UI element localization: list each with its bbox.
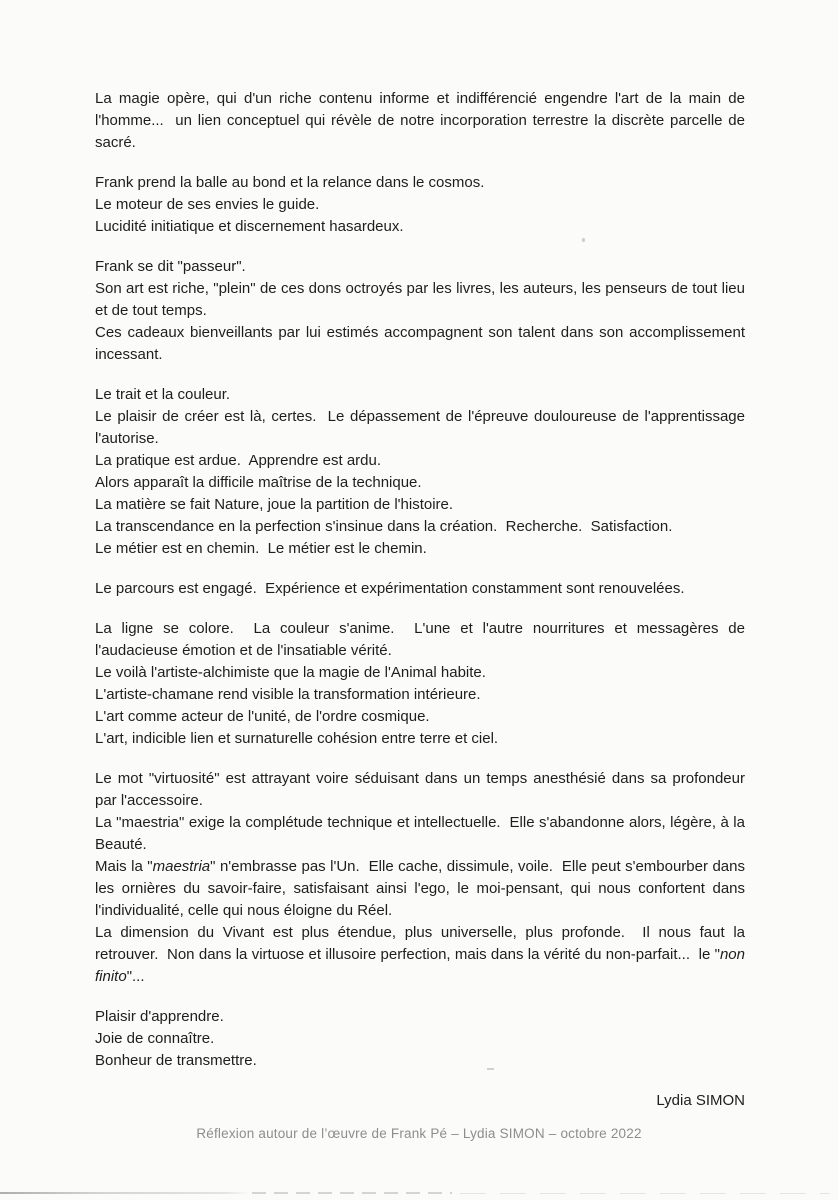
scan-speck-artifact xyxy=(582,238,585,242)
text-run: Frank se dit "passeur". xyxy=(95,258,246,275)
text-run: La "maestria" exige la complétude technique et intellectuelle. Elle s'abandonne alors, légère, à la Beauté. xyxy=(95,814,750,853)
document-paragraph xyxy=(95,88,750,154)
document-paragraph xyxy=(95,384,750,560)
document-paragraph xyxy=(95,768,750,988)
document-paragraph xyxy=(95,256,750,366)
document-paragraph xyxy=(95,618,750,750)
document-paragraph xyxy=(95,578,745,600)
italic-text-run: maestria xyxy=(152,858,211,875)
text-run: Frank prend la balle au bond et la relance dans le cosmos. xyxy=(95,174,485,191)
document-body xyxy=(95,88,750,1072)
text-run: La matière se fait Nature, joue la partition de l'histoire. xyxy=(95,496,454,513)
scan-edge-artifact xyxy=(0,1192,250,1194)
signature: Lydia SIMON xyxy=(656,1092,745,1109)
text-run: Joie de connaître. xyxy=(95,1030,215,1047)
document-paragraph xyxy=(95,1006,745,1072)
page-footer: Réflexion autour de l’œuvre de Frank Pé – Lydia SIMON – octobre 2022 xyxy=(196,1126,642,1141)
scan-dash-artifact xyxy=(487,1068,494,1070)
text-run: La dimension du Vivant est plus étendue, plus universelle, plus profonde. Il nous faut la retrouver. Non dans la virtuose et illusoire perfection, mais dans la vérité du non-parfait... le " xyxy=(95,924,750,963)
italic-text-run: non finito xyxy=(95,946,750,985)
text-run: Le trait et la couleur. xyxy=(95,386,231,403)
text-run: Le parcours est engagé. Expérience et expérimentation constamment sont renouvelées. xyxy=(95,580,685,597)
text-run: Lucidité initiatique et discernement hasardeux. xyxy=(95,218,404,235)
text-run: Ces cadeaux bienveillants par lui estimés accompagnent son talent dans son accomplissement incessant. xyxy=(95,324,750,363)
text-run: Le mot "virtuosité" est attrayant voire séduisant dans un temps anesthésié dans sa profondeur par l'accessoire. xyxy=(95,770,750,809)
scan-edge-artifact xyxy=(460,1193,830,1194)
text-run: Son art est riche, "plein" de ces dons octroyés par les livres, les auteurs, les penseurs de tout lieu et de tout temps. xyxy=(95,280,750,319)
text-run: La pratique est ardue. Apprendre est ardu. xyxy=(95,452,382,469)
text-run: "... xyxy=(126,968,145,985)
text-run: Alors apparaît la difficile maîtrise de la technique. xyxy=(95,474,422,491)
text-run: L'artiste-chamane rend visible la transformation intérieure. xyxy=(95,686,481,703)
text-run: Le métier est en chemin. Le métier est le chemin. xyxy=(95,540,427,557)
scan-edge-artifact xyxy=(252,1192,452,1194)
text-run: La magie opère, qui d'un riche contenu informe et indifférencié engendre l'art de la main de l'homme... un lien conceptuel qui révèle de notre incorporation terrestre la discrète parcelle de sacré. xyxy=(95,90,750,151)
text-run: Le voilà l'artiste-alchimiste que la magie de l'Animal habite. xyxy=(95,664,486,681)
text-run: L'art comme acteur de l'unité, de l'ordre cosmique. xyxy=(95,708,430,725)
text-run: Le moteur de ses envies le guide. xyxy=(95,196,320,213)
text-run: La ligne se colore. La couleur s'anime. L'une et l'autre nourritures et messagères de l'audacieuse émotion et de l'insatiable vérité. xyxy=(95,620,750,659)
text-run: L'art, indicible lien et surnaturelle cohésion entre terre et ciel. xyxy=(95,730,499,747)
text-run: Mais la " xyxy=(95,858,153,875)
text-run: Bonheur de transmettre. xyxy=(95,1052,257,1069)
document-paragraph xyxy=(95,172,745,238)
text-run: Plaisir d'apprendre. xyxy=(95,1008,224,1025)
text-run: Le plaisir de créer est là, certes. Le dépassement de l'épreuve douloureuse de l'apprentissage l'autorise. xyxy=(95,408,750,447)
text-run: " n'embrasse pas l'Un. Elle cache, dissimule, voile. Elle peut s'embourber dans les ornières du savoir-faire, satisfaisant ainsi l'ego, le moi-pensant, qui nous confortent dans l'individualité, celle qui nous éloigne du Réel. xyxy=(95,858,750,919)
text-run: La transcendance en la perfection s'insinue dans la création. Recherche. Satisfaction. xyxy=(95,518,673,535)
